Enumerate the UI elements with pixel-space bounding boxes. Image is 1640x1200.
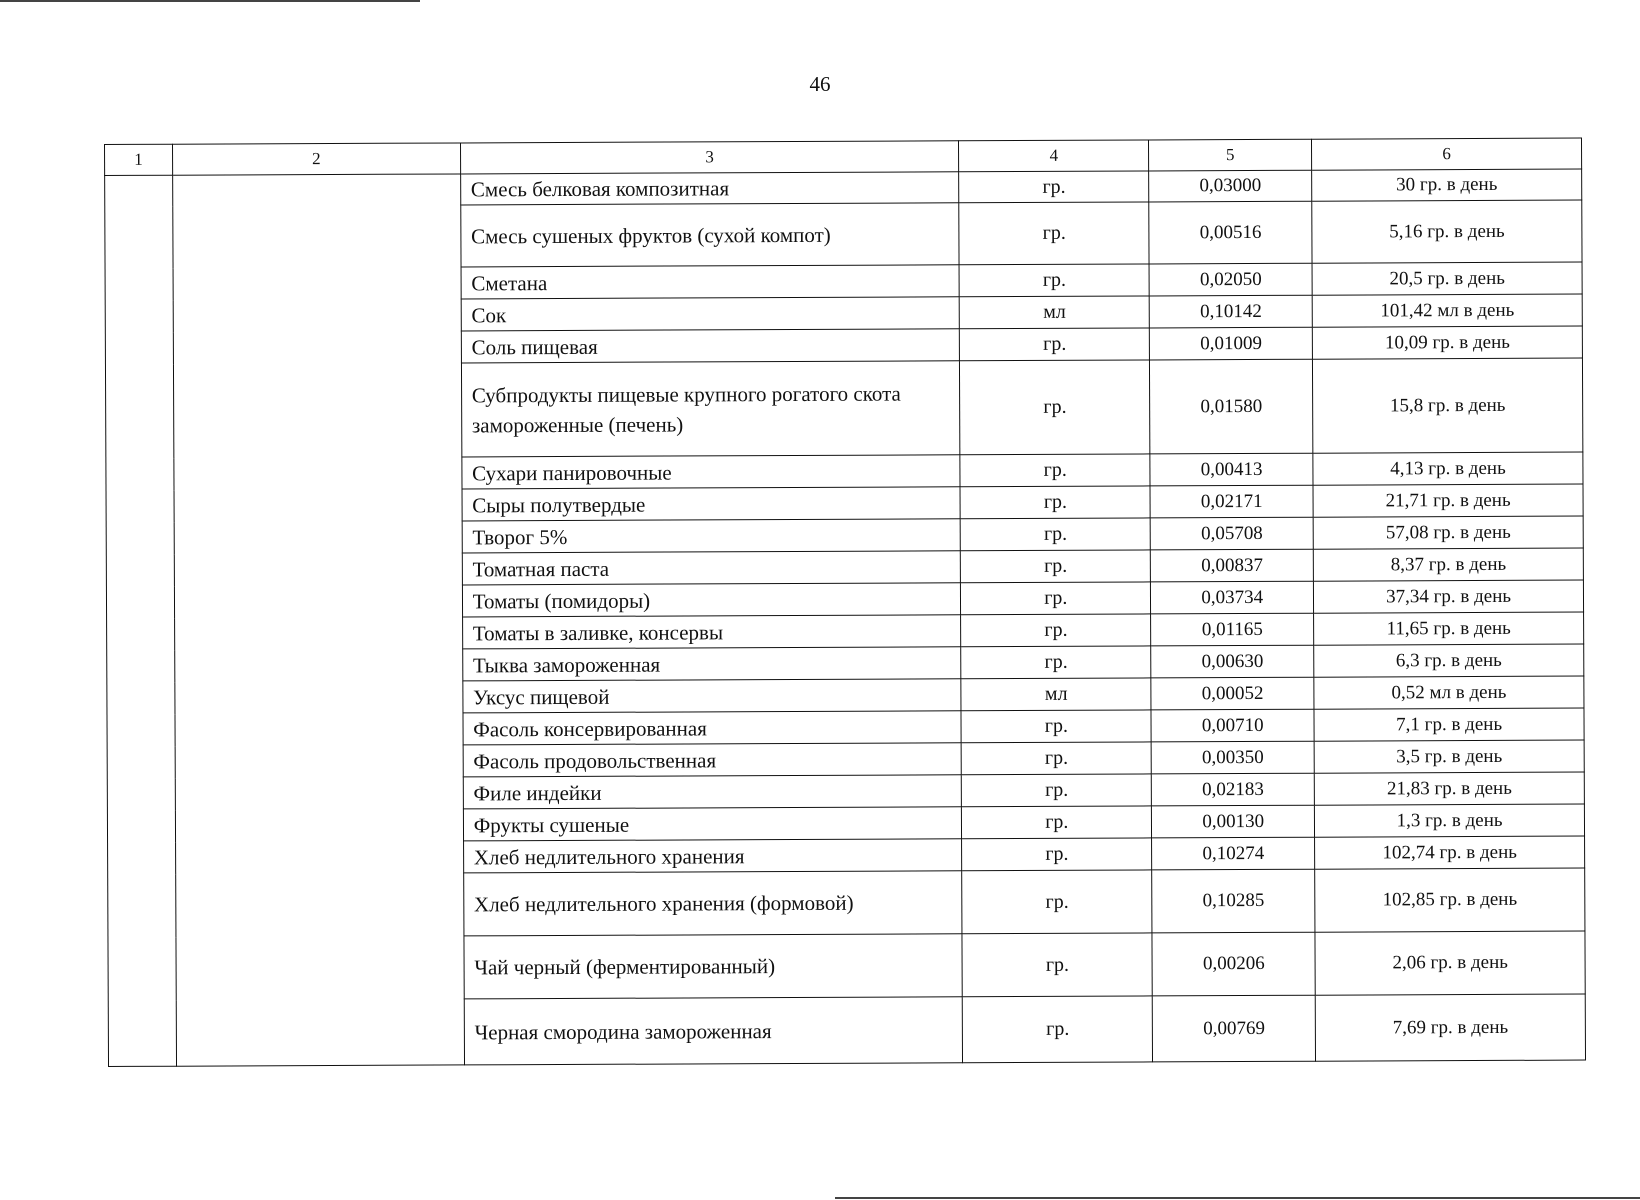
daily-norm-cell: 30 гр. в день <box>1312 169 1582 201</box>
coefficient-cell: 0,01580 <box>1150 359 1313 454</box>
coefficient-cell: 0,02183 <box>1152 773 1315 806</box>
unit-cell: гр. <box>961 614 1151 647</box>
product-name-cell: Творог 5% <box>462 519 961 553</box>
food-norms-table <box>104 138 1586 1067</box>
coefficient-cell: 0,00837 <box>1151 549 1314 582</box>
daily-norm-cell: 2,06 гр. в день <box>1315 931 1585 995</box>
unit-cell: гр. <box>961 550 1151 583</box>
product-name-cell: Хлеб недлительного хранения <box>463 839 962 873</box>
unit-cell: мл <box>961 678 1151 711</box>
unit-cell: гр. <box>960 328 1150 361</box>
coefficient-cell: 0,03734 <box>1151 581 1314 614</box>
product-name-cell: Соль пищевая <box>461 329 960 363</box>
column-header-4: 4 <box>959 140 1149 172</box>
product-name-cell: Сыры полутвердые <box>462 487 961 521</box>
daily-norm-cell: 7,69 гр. в день <box>1315 994 1585 1061</box>
unit-cell: гр. <box>960 454 1150 487</box>
coefficient-cell: 0,02171 <box>1150 485 1313 518</box>
product-name-cell: Хлеб недлительного хранения (формовой) <box>463 871 962 936</box>
coefficient-cell: 0,10274 <box>1152 837 1315 870</box>
unit-cell: гр. <box>961 646 1151 679</box>
coefficient-cell: 0,00350 <box>1151 741 1314 774</box>
coefficient-cell: 0,03000 <box>1149 170 1312 202</box>
coefficient-cell: 0,02050 <box>1149 263 1312 296</box>
column-2-empty-cell <box>173 174 465 1066</box>
coefficient-cell: 0,00206 <box>1152 932 1315 996</box>
product-name-cell: Фасоль консервированная <box>463 711 962 745</box>
page-number: 46 <box>809 72 831 96</box>
product-name-cell: Сок <box>461 297 960 331</box>
daily-norm-cell: 8,37 гр. в день <box>1313 548 1583 581</box>
unit-cell: гр. <box>959 264 1149 297</box>
table-body <box>105 169 1586 1066</box>
unit-cell: гр. <box>959 171 1149 203</box>
product-name-cell: Томатная паста <box>462 551 961 585</box>
daily-norm-cell: 21,83 гр. в день <box>1314 772 1584 805</box>
daily-norm-cell: 10,09 гр. в день <box>1312 326 1582 359</box>
product-name-cell: Субпродукты пищевые крупного рогатого скота замороженные (печень) <box>461 361 960 457</box>
coefficient-cell: 0,05708 <box>1150 517 1313 550</box>
unit-cell: гр. <box>961 710 1151 743</box>
daily-norm-cell: 37,34 гр. в день <box>1314 580 1584 613</box>
column-header-1: 1 <box>105 144 173 175</box>
product-name-cell: Томаты в заливке, консервы <box>462 615 961 649</box>
unit-cell: мл <box>960 296 1150 329</box>
coefficient-cell: 0,10142 <box>1149 295 1312 328</box>
daily-norm-cell: 4,13 гр. в день <box>1313 452 1583 485</box>
product-name-cell: Уксус пищевой <box>463 679 962 713</box>
unit-cell: гр. <box>962 742 1152 775</box>
unit-cell: гр. <box>960 486 1150 519</box>
column-header-5: 5 <box>1149 139 1312 171</box>
product-name-cell: Смесь белковая композитная <box>460 172 959 205</box>
column-header-6: 6 <box>1312 138 1582 170</box>
daily-norm-cell: 0,52 мл в день <box>1314 676 1584 709</box>
unit-cell: гр. <box>961 518 1151 551</box>
daily-norm-cell: 6,3 гр. в день <box>1314 644 1584 677</box>
product-name-cell: Томаты (помидоры) <box>462 583 961 617</box>
unit-cell: гр. <box>959 202 1149 265</box>
unit-cell: гр. <box>962 933 1152 997</box>
coefficient-cell: 0,01165 <box>1151 613 1314 646</box>
product-name-cell: Фрукты сушеные <box>463 807 962 841</box>
coefficient-cell: 0,00516 <box>1149 201 1312 264</box>
daily-norm-cell: 102,85 гр. в день <box>1315 868 1585 932</box>
column-header-2: 2 <box>172 143 460 175</box>
column-header-3: 3 <box>460 141 959 174</box>
unit-cell: гр. <box>960 360 1150 455</box>
daily-norm-cell: 11,65 гр. в день <box>1314 612 1584 645</box>
daily-norm-cell: 101,42 мл в день <box>1312 294 1582 327</box>
unit-cell: гр. <box>963 996 1153 1063</box>
product-name-cell: Сухари панировочные <box>462 455 961 489</box>
coefficient-cell: 0,10285 <box>1152 869 1315 933</box>
unit-cell: гр. <box>962 774 1152 807</box>
daily-norm-cell: 21,71 гр. в день <box>1313 484 1583 517</box>
daily-norm-cell: 20,5 гр. в день <box>1312 262 1582 295</box>
product-name-cell: Фасоль продовольственная <box>463 743 962 777</box>
daily-norm-cell: 7,1 гр. в день <box>1314 708 1584 741</box>
coefficient-cell: 0,00710 <box>1151 709 1314 742</box>
coefficient-cell: 0,00630 <box>1151 645 1314 678</box>
product-name-cell: Смесь сушеных фруктов (сухой компот) <box>460 203 959 267</box>
unit-cell: гр. <box>962 806 1152 839</box>
coefficient-cell: 0,00769 <box>1152 995 1315 1062</box>
unit-cell: гр. <box>962 870 1152 934</box>
product-name-cell: Тыква замороженная <box>462 647 961 681</box>
product-name-cell: Сметана <box>461 265 960 299</box>
scan-edge-bottom <box>835 1197 1640 1199</box>
coefficient-cell: 0,00130 <box>1152 805 1315 838</box>
coefficient-cell: 0,00413 <box>1150 453 1313 486</box>
daily-norm-cell: 102,74 гр. в день <box>1315 836 1585 869</box>
product-name-cell: Филе индейки <box>463 775 962 809</box>
daily-norm-cell: 15,8 гр. в день <box>1313 358 1583 453</box>
coefficient-cell: 0,01009 <box>1150 327 1313 360</box>
unit-cell: гр. <box>962 838 1152 871</box>
unit-cell: гр. <box>961 582 1151 615</box>
daily-norm-cell: 57,08 гр. в день <box>1313 516 1583 549</box>
product-name-cell: Черная смородина замороженная <box>464 997 963 1065</box>
daily-norm-cell: 5,16 гр. в день <box>1312 200 1582 263</box>
scan-edge-top <box>0 0 420 2</box>
daily-norm-cell: 3,5 гр. в день <box>1314 740 1584 773</box>
daily-norm-cell: 1,3 гр. в день <box>1315 804 1585 837</box>
column-1-empty-cell <box>105 175 177 1066</box>
product-name-cell: Чай черный (ферментированный) <box>464 934 963 999</box>
coefficient-cell: 0,00052 <box>1151 677 1314 710</box>
